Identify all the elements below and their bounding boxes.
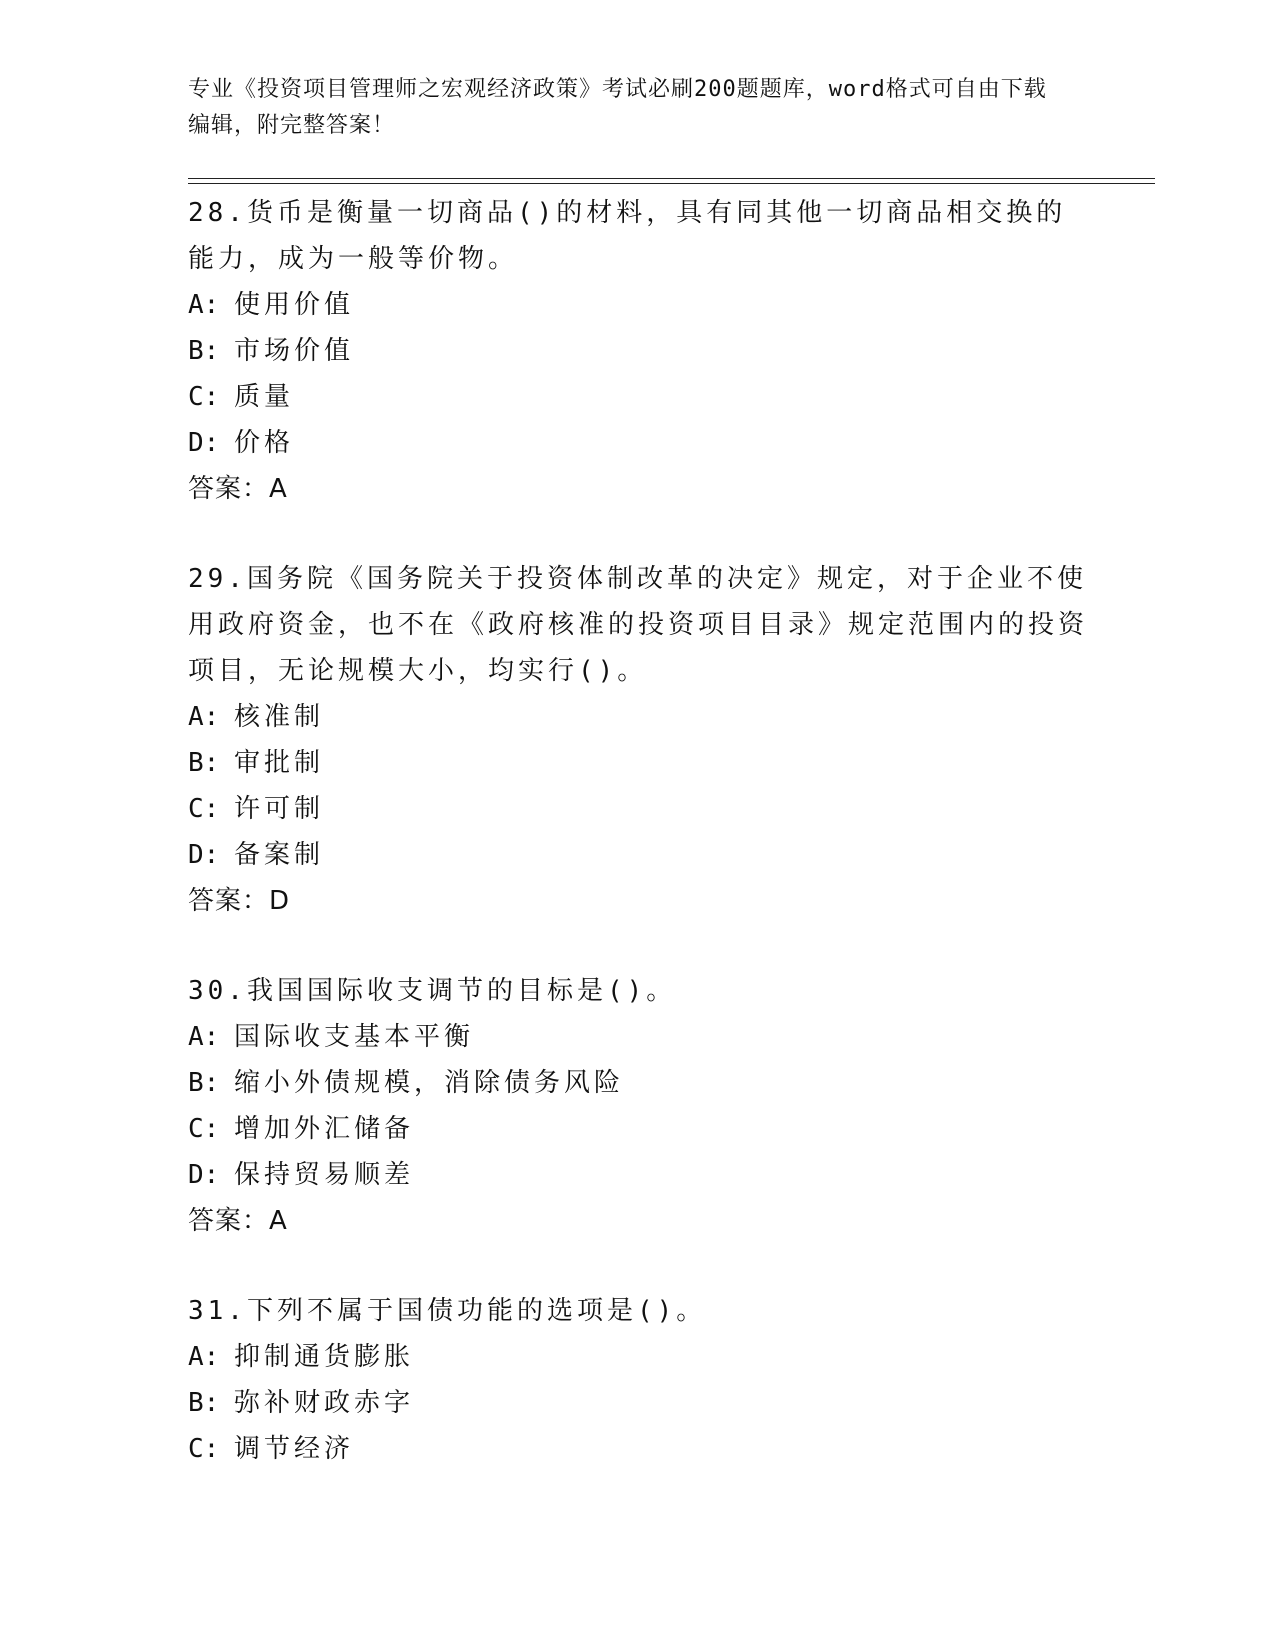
- option-label: A:: [188, 702, 220, 732]
- option-label: D:: [188, 1160, 220, 1190]
- option-label: D:: [188, 428, 220, 458]
- option-a: [188, 1014, 1088, 1060]
- answer-text: 答案：A: [188, 1206, 288, 1236]
- question-item: [188, 556, 1088, 924]
- option-label: C:: [188, 794, 220, 824]
- option-text: 保持贸易顺差: [234, 1160, 415, 1190]
- option-c: [188, 1426, 1088, 1472]
- option-d: [188, 420, 1088, 466]
- option-label: B:: [188, 1068, 220, 1098]
- option-label: A:: [188, 290, 220, 320]
- option-text: 审批制: [234, 748, 325, 778]
- option-b: [188, 328, 1088, 374]
- option-text: 价格: [234, 428, 295, 458]
- option-label: B:: [188, 1388, 220, 1418]
- option-d: [188, 1152, 1088, 1198]
- option-c: [188, 374, 1088, 420]
- option-text: 许可制: [234, 794, 325, 824]
- option-a: [188, 1334, 1088, 1380]
- header-text: 专业《投资项目管理师之宏观经济政策》考试必刷200题题库，word格式可自由下载编辑，附完整答案！: [188, 77, 1047, 138]
- option-label: C:: [188, 1114, 220, 1144]
- option-text: 市场价值: [234, 336, 355, 366]
- option-a: [188, 694, 1088, 740]
- question-stem: 29.国务院《国务院关于投资体制改革的决定》规定，对于企业不使用政府资金，也不在《政府核准的投资项目目录》规定范围内的投资项目，无论规模大小，均实行()。: [188, 564, 1089, 686]
- option-a: [188, 282, 1088, 328]
- answer-text: 答案：D: [188, 886, 291, 916]
- option-text: 核准制: [234, 702, 325, 732]
- option-label: B:: [188, 336, 220, 366]
- option-c: [188, 1106, 1088, 1152]
- header-divider-bottom: [188, 183, 1155, 184]
- answer-text: 答案：A: [188, 474, 288, 504]
- option-label: B:: [188, 748, 220, 778]
- option-label: C:: [188, 382, 220, 412]
- question-item: [188, 1288, 1088, 1472]
- option-text: 备案制: [234, 840, 325, 870]
- option-text: 调节经济: [234, 1434, 355, 1464]
- option-text: 使用价值: [234, 290, 355, 320]
- option-b: [188, 1380, 1088, 1426]
- header-divider-top: [188, 178, 1155, 179]
- option-text: 抑制通货膨胀: [234, 1342, 415, 1372]
- option-label: C:: [188, 1434, 220, 1464]
- option-label: A:: [188, 1022, 220, 1052]
- option-c: [188, 786, 1088, 832]
- question-stem: 31.下列不属于国债功能的选项是()。: [188, 1296, 707, 1326]
- question-item: [188, 190, 1088, 512]
- option-text: 国际收支基本平衡: [234, 1022, 475, 1052]
- option-b: [188, 740, 1088, 786]
- option-d: [188, 832, 1088, 878]
- option-label: D:: [188, 840, 220, 870]
- question-item: [188, 968, 1088, 1244]
- document-header: [188, 72, 1068, 144]
- option-text: 增加外汇储备: [234, 1114, 415, 1144]
- option-text: 缩小外债规模，消除债务风险: [234, 1068, 625, 1098]
- question-list: [188, 190, 1088, 1472]
- option-text: 弥补财政赤字: [234, 1388, 415, 1418]
- question-stem: 30.我国国际收支调节的目标是()。: [188, 976, 677, 1006]
- option-text: 质量: [234, 382, 295, 412]
- option-b: [188, 1060, 1088, 1106]
- question-stem: 28.货币是衡量一切商品()的材料，具有同其他一切商品相交换的能力，成为一般等价物。: [188, 198, 1067, 274]
- option-label: A:: [188, 1342, 220, 1372]
